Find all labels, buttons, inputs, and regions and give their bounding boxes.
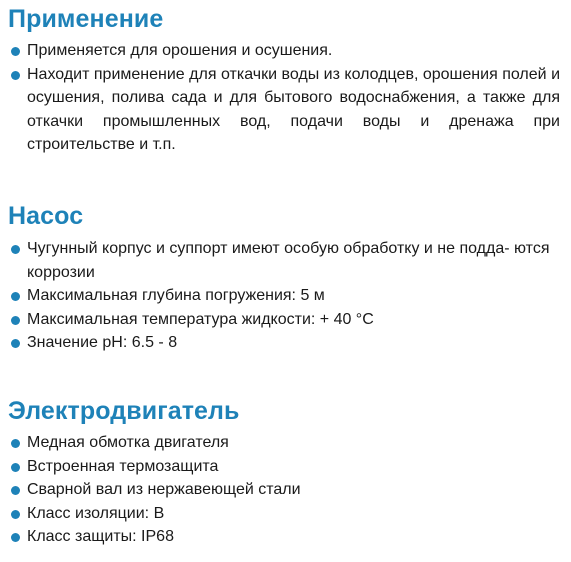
section-pump bbox=[0, 199, 571, 355]
bullet-list bbox=[0, 431, 571, 549]
bullet-dot-icon bbox=[11, 486, 20, 495]
list-item-text: Встроенная термозащита bbox=[27, 457, 219, 475]
bullet-list bbox=[0, 237, 571, 355]
bullet-dot-icon bbox=[11, 292, 20, 301]
bullet-dot-icon bbox=[11, 339, 20, 348]
bullet-dot-icon bbox=[11, 510, 20, 519]
list-item-text: Применяется для орошения и осушения. bbox=[27, 42, 333, 59]
list-item bbox=[0, 502, 571, 526]
bullet-dot-icon bbox=[11, 47, 20, 56]
list-item bbox=[0, 284, 571, 308]
list-item bbox=[0, 431, 571, 455]
list-item bbox=[0, 525, 571, 549]
list-item bbox=[0, 237, 571, 284]
list-item-text: Чугунный корпус и суппорт имеют особую обработку и не подда- ются коррозии bbox=[27, 240, 550, 281]
bullet-dot-icon bbox=[11, 71, 20, 80]
bullet-list bbox=[0, 39, 571, 157]
bullet-dot-icon bbox=[11, 316, 20, 325]
list-item-text: Находит применение для откачки воды из колодцев, орошения полей и осушения, полива сада и для бытового водоснабжения, а также для откачки промышленных вод, подачи воды и дренажа при строительстве и т.п. bbox=[27, 65, 560, 153]
list-item bbox=[0, 455, 571, 479]
bullet-dot-icon bbox=[11, 463, 20, 472]
list-item bbox=[0, 39, 571, 63]
section-title: Насос bbox=[8, 202, 84, 230]
bullet-dot-icon bbox=[11, 533, 20, 542]
section-application bbox=[0, 2, 571, 157]
list-item bbox=[0, 331, 571, 355]
bullet-dot-icon bbox=[11, 245, 20, 254]
list-item-text: Класс изоляции: B bbox=[27, 504, 165, 522]
list-item bbox=[0, 308, 571, 332]
section-title: Применение bbox=[8, 5, 164, 33]
list-item-text: Максимальная температура жидкости: + 40 °С bbox=[27, 310, 374, 328]
list-item-text: Максимальная глубина погружения: 5 м bbox=[27, 287, 325, 304]
list-item-text: Класс защиты: IP68 bbox=[27, 528, 174, 545]
list-item-text: Медная обмотка двигателя bbox=[27, 434, 229, 451]
section-title: Электродвигатель bbox=[8, 397, 240, 425]
list-item bbox=[0, 478, 571, 502]
bullet-dot-icon bbox=[11, 439, 20, 448]
list-item-text: Сварной вал из нержавеющей стали bbox=[27, 481, 301, 498]
section-motor bbox=[0, 394, 571, 549]
list-item bbox=[0, 63, 571, 157]
list-item-text: Значение pH: 6.5 - 8 bbox=[27, 334, 178, 351]
